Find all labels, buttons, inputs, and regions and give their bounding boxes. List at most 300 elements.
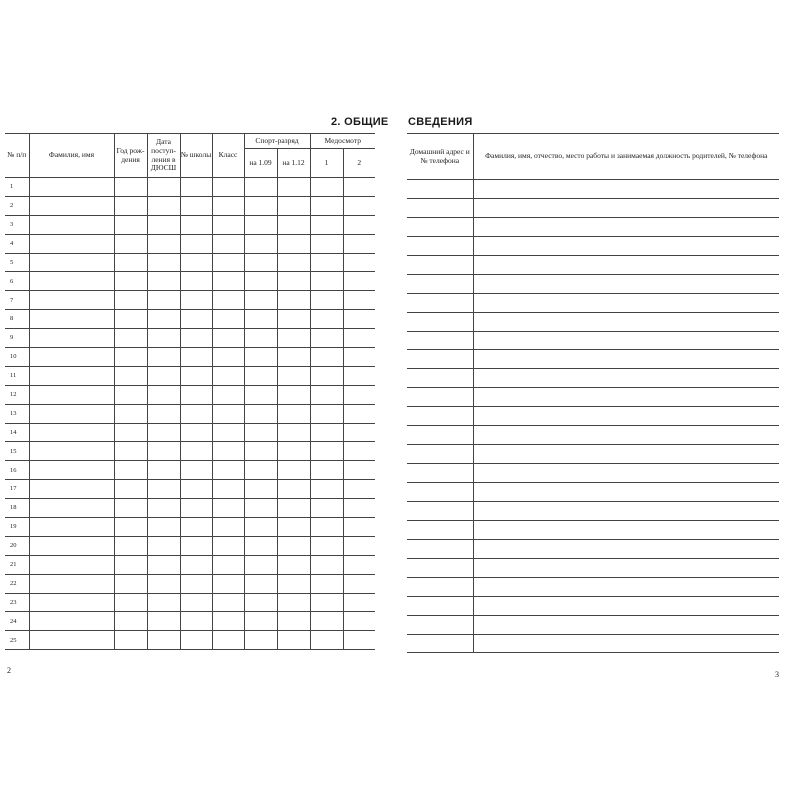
address-cell[interactable] xyxy=(407,426,473,445)
table-cell[interactable] xyxy=(343,593,375,612)
table-cell[interactable] xyxy=(244,404,277,423)
row-number: 3 xyxy=(5,215,29,234)
table-cell[interactable] xyxy=(147,310,180,329)
table-cell[interactable] xyxy=(277,612,310,631)
table-cell[interactable] xyxy=(147,178,180,197)
row-number: 25 xyxy=(5,631,29,650)
students-table xyxy=(5,133,375,650)
table-cell[interactable] xyxy=(277,348,310,367)
table-cell[interactable] xyxy=(343,442,375,461)
table-cell[interactable] xyxy=(277,329,310,348)
table-cell[interactable] xyxy=(180,178,212,197)
table-cell[interactable] xyxy=(114,348,147,367)
table-cell[interactable] xyxy=(310,404,343,423)
table-cell[interactable] xyxy=(29,385,114,404)
table-cell[interactable] xyxy=(277,385,310,404)
address-cell[interactable] xyxy=(407,236,473,255)
address-cell[interactable] xyxy=(407,558,473,577)
address-cell[interactable] xyxy=(407,198,473,217)
table-cell[interactable] xyxy=(343,329,375,348)
table-cell[interactable] xyxy=(29,348,114,367)
table-cell[interactable] xyxy=(212,310,244,329)
address-cell[interactable] xyxy=(407,445,473,464)
table-cell[interactable] xyxy=(310,272,343,291)
table-cell[interactable] xyxy=(277,442,310,461)
table-cell[interactable] xyxy=(147,366,180,385)
address-cell[interactable] xyxy=(407,180,473,199)
table-cell[interactable] xyxy=(212,593,244,612)
table-cell[interactable] xyxy=(310,253,343,272)
table-cell[interactable] xyxy=(180,612,212,631)
table-cell[interactable] xyxy=(343,536,375,555)
parents-cell[interactable] xyxy=(473,369,779,388)
table-cell[interactable] xyxy=(180,366,212,385)
table-cell[interactable] xyxy=(147,442,180,461)
table-cell[interactable] xyxy=(114,272,147,291)
parents-cell[interactable] xyxy=(473,520,779,539)
table-cell[interactable] xyxy=(212,196,244,215)
table-cell[interactable] xyxy=(180,385,212,404)
table-cell[interactable] xyxy=(147,593,180,612)
table-cell[interactable] xyxy=(310,480,343,499)
table-cell[interactable] xyxy=(277,272,310,291)
table-cell[interactable] xyxy=(343,234,375,253)
table-cell[interactable] xyxy=(277,196,310,215)
table-cell[interactable] xyxy=(212,555,244,574)
table-cell[interactable] xyxy=(277,593,310,612)
table-cell[interactable] xyxy=(277,536,310,555)
table-cell[interactable] xyxy=(212,272,244,291)
table-cell[interactable] xyxy=(147,536,180,555)
table-cell[interactable] xyxy=(147,518,180,537)
table-cell[interactable] xyxy=(277,461,310,480)
table-cell[interactable] xyxy=(244,178,277,197)
address-cell[interactable] xyxy=(407,596,473,615)
table-cell[interactable] xyxy=(114,574,147,593)
table-cell[interactable] xyxy=(244,253,277,272)
table-cell[interactable] xyxy=(310,234,343,253)
table-row xyxy=(407,539,779,558)
table-cell[interactable] xyxy=(277,555,310,574)
table-cell[interactable] xyxy=(244,366,277,385)
table-cell[interactable] xyxy=(277,518,310,537)
table-cell[interactable] xyxy=(310,329,343,348)
table-cell[interactable] xyxy=(147,385,180,404)
address-cell[interactable] xyxy=(407,539,473,558)
table-cell[interactable] xyxy=(277,499,310,518)
table-cell[interactable] xyxy=(114,593,147,612)
table-cell[interactable] xyxy=(277,366,310,385)
table-cell[interactable] xyxy=(310,612,343,631)
address-cell[interactable] xyxy=(407,501,473,520)
table-row xyxy=(407,312,779,331)
table-cell[interactable] xyxy=(180,631,212,650)
table-cell[interactable] xyxy=(147,272,180,291)
table-cell[interactable] xyxy=(114,215,147,234)
table-row xyxy=(407,634,779,653)
row-number: 9 xyxy=(5,329,29,348)
table-cell[interactable] xyxy=(180,518,212,537)
parents-cell[interactable] xyxy=(473,539,779,558)
table-cell[interactable] xyxy=(180,196,212,215)
parents-cell[interactable] xyxy=(473,388,779,407)
table-cell[interactable] xyxy=(244,348,277,367)
table-cell[interactable] xyxy=(212,253,244,272)
table-cell[interactable] xyxy=(29,253,114,272)
table-cell[interactable] xyxy=(277,178,310,197)
parents-cell[interactable] xyxy=(473,236,779,255)
table-cell[interactable] xyxy=(29,272,114,291)
table-cell[interactable] xyxy=(114,291,147,310)
table-cell[interactable] xyxy=(212,574,244,593)
table-cell[interactable] xyxy=(343,291,375,310)
header-num: № п/п xyxy=(5,134,29,178)
table-cell[interactable] xyxy=(244,310,277,329)
parents-cell[interactable] xyxy=(473,312,779,331)
parents-cell[interactable] xyxy=(473,331,779,350)
address-cell[interactable] xyxy=(407,388,473,407)
table-cell[interactable] xyxy=(147,253,180,272)
table-cell[interactable] xyxy=(343,480,375,499)
table-cell[interactable] xyxy=(310,574,343,593)
table-cell[interactable] xyxy=(180,215,212,234)
table-cell[interactable] xyxy=(343,518,375,537)
table-cell[interactable] xyxy=(343,253,375,272)
table-cell[interactable] xyxy=(180,253,212,272)
table-cell[interactable] xyxy=(343,555,375,574)
table-cell[interactable] xyxy=(244,631,277,650)
table-cell[interactable] xyxy=(277,631,310,650)
parents-cell[interactable] xyxy=(473,577,779,596)
table-cell[interactable] xyxy=(180,574,212,593)
table-cell[interactable] xyxy=(212,215,244,234)
table-cell[interactable] xyxy=(244,329,277,348)
table-cell[interactable] xyxy=(244,385,277,404)
table-cell[interactable] xyxy=(29,215,114,234)
table-row xyxy=(5,310,375,329)
parents-cell[interactable] xyxy=(473,483,779,502)
table-cell[interactable] xyxy=(180,442,212,461)
table-cell[interactable] xyxy=(114,178,147,197)
address-cell[interactable] xyxy=(407,577,473,596)
table-cell[interactable] xyxy=(244,480,277,499)
table-row xyxy=(407,331,779,350)
table-cell[interactable] xyxy=(310,215,343,234)
table-cell[interactable] xyxy=(180,423,212,442)
table-cell[interactable] xyxy=(114,385,147,404)
table-cell[interactable] xyxy=(212,423,244,442)
row-number: 5 xyxy=(5,253,29,272)
table-cell[interactable] xyxy=(180,348,212,367)
table-cell[interactable] xyxy=(180,461,212,480)
table-cell[interactable] xyxy=(29,329,114,348)
table-cell[interactable] xyxy=(212,480,244,499)
table-cell[interactable] xyxy=(310,461,343,480)
table-cell[interactable] xyxy=(212,329,244,348)
row-number: 1 xyxy=(5,178,29,197)
parents-cell[interactable] xyxy=(473,407,779,426)
table-cell[interactable] xyxy=(29,593,114,612)
table-cell[interactable] xyxy=(212,499,244,518)
table-cell[interactable] xyxy=(343,196,375,215)
table-cell[interactable] xyxy=(277,574,310,593)
table-row xyxy=(5,404,375,423)
table-cell[interactable] xyxy=(212,404,244,423)
parents-cell[interactable] xyxy=(473,558,779,577)
table-cell[interactable] xyxy=(343,574,375,593)
table-cell[interactable] xyxy=(180,272,212,291)
table-cell[interactable] xyxy=(114,480,147,499)
table-cell[interactable] xyxy=(212,442,244,461)
table-cell[interactable] xyxy=(310,442,343,461)
address-cell[interactable] xyxy=(407,274,473,293)
table-cell[interactable] xyxy=(147,612,180,631)
parents-cell[interactable] xyxy=(473,255,779,274)
table-cell[interactable] xyxy=(277,310,310,329)
address-cell[interactable] xyxy=(407,464,473,483)
table-cell[interactable] xyxy=(244,272,277,291)
table-cell[interactable] xyxy=(29,234,114,253)
table-cell[interactable] xyxy=(29,291,114,310)
header-sport-rank-dec: на 1.12 xyxy=(277,149,310,178)
table-cell[interactable] xyxy=(147,404,180,423)
parents-cell[interactable] xyxy=(473,180,779,199)
table-cell[interactable] xyxy=(343,215,375,234)
table-cell[interactable] xyxy=(114,536,147,555)
address-cell[interactable] xyxy=(407,369,473,388)
table-cell[interactable] xyxy=(310,385,343,404)
row-number: 11 xyxy=(5,366,29,385)
address-cell[interactable] xyxy=(407,293,473,312)
table-cell[interactable] xyxy=(180,555,212,574)
address-cell[interactable] xyxy=(407,255,473,274)
table-cell[interactable] xyxy=(244,442,277,461)
table-cell[interactable] xyxy=(310,310,343,329)
table-cell[interactable] xyxy=(114,631,147,650)
table-cell[interactable] xyxy=(212,366,244,385)
table-cell[interactable] xyxy=(343,366,375,385)
table-cell[interactable] xyxy=(212,291,244,310)
table-cell[interactable] xyxy=(310,178,343,197)
table-cell[interactable] xyxy=(147,215,180,234)
table-cell[interactable] xyxy=(180,234,212,253)
parents-cell[interactable] xyxy=(473,501,779,520)
table-cell[interactable] xyxy=(277,291,310,310)
parents-cell[interactable] xyxy=(473,274,779,293)
table-cell[interactable] xyxy=(29,631,114,650)
table-cell[interactable] xyxy=(310,518,343,537)
table-cell[interactable] xyxy=(244,536,277,555)
table-cell[interactable] xyxy=(147,348,180,367)
table-cell[interactable] xyxy=(212,536,244,555)
table-cell[interactable] xyxy=(310,631,343,650)
table-cell[interactable] xyxy=(147,291,180,310)
table-cell[interactable] xyxy=(147,423,180,442)
table-cell[interactable] xyxy=(343,404,375,423)
address-cell[interactable] xyxy=(407,312,473,331)
parents-cell[interactable] xyxy=(473,445,779,464)
row-number: 12 xyxy=(5,385,29,404)
table-cell[interactable] xyxy=(244,196,277,215)
table-cell[interactable] xyxy=(29,442,114,461)
table-cell[interactable] xyxy=(244,215,277,234)
table-cell[interactable] xyxy=(29,178,114,197)
table-cell[interactable] xyxy=(180,291,212,310)
table-cell[interactable] xyxy=(343,178,375,197)
table-cell[interactable] xyxy=(29,612,114,631)
table-cell[interactable] xyxy=(244,499,277,518)
table-cell[interactable] xyxy=(29,518,114,537)
table-cell[interactable] xyxy=(343,310,375,329)
parents-cell[interactable] xyxy=(473,464,779,483)
table-cell[interactable] xyxy=(114,404,147,423)
table-cell[interactable] xyxy=(277,215,310,234)
table-cell[interactable] xyxy=(180,480,212,499)
table-cell[interactable] xyxy=(147,461,180,480)
table-cell[interactable] xyxy=(212,385,244,404)
table-cell[interactable] xyxy=(114,234,147,253)
table-cell[interactable] xyxy=(180,329,212,348)
table-cell[interactable] xyxy=(343,612,375,631)
table-cell[interactable] xyxy=(29,423,114,442)
row-number: 16 xyxy=(5,461,29,480)
table-cell[interactable] xyxy=(212,518,244,537)
table-cell[interactable] xyxy=(244,518,277,537)
row-number: 13 xyxy=(5,404,29,423)
table-cell[interactable] xyxy=(244,555,277,574)
table-cell[interactable] xyxy=(212,461,244,480)
table-cell[interactable] xyxy=(343,499,375,518)
table-cell[interactable] xyxy=(147,499,180,518)
table-cell[interactable] xyxy=(147,574,180,593)
table-cell[interactable] xyxy=(343,631,375,650)
table-cell[interactable] xyxy=(114,310,147,329)
table-cell[interactable] xyxy=(29,555,114,574)
table-cell[interactable] xyxy=(212,631,244,650)
table-cell[interactable] xyxy=(114,366,147,385)
table-cell[interactable] xyxy=(147,234,180,253)
table-cell[interactable] xyxy=(180,593,212,612)
table-cell[interactable] xyxy=(114,518,147,537)
parents-cell[interactable] xyxy=(473,615,779,634)
table-cell[interactable] xyxy=(244,612,277,631)
table-cell[interactable] xyxy=(29,480,114,499)
table-row xyxy=(407,483,779,502)
table-cell[interactable] xyxy=(343,461,375,480)
table-cell[interactable] xyxy=(29,310,114,329)
table-cell[interactable] xyxy=(114,442,147,461)
table-cell[interactable] xyxy=(114,329,147,348)
table-cell[interactable] xyxy=(310,423,343,442)
table-cell[interactable] xyxy=(343,348,375,367)
table-cell[interactable] xyxy=(343,423,375,442)
table-cell[interactable] xyxy=(180,499,212,518)
table-cell[interactable] xyxy=(114,612,147,631)
address-cell[interactable] xyxy=(407,615,473,634)
table-row xyxy=(5,480,375,499)
table-cell[interactable] xyxy=(212,234,244,253)
table-cell[interactable] xyxy=(114,461,147,480)
table-cell[interactable] xyxy=(310,536,343,555)
table-cell[interactable] xyxy=(29,499,114,518)
table-cell[interactable] xyxy=(310,348,343,367)
table-cell[interactable] xyxy=(310,555,343,574)
address-cell[interactable] xyxy=(407,350,473,369)
table-cell[interactable] xyxy=(180,536,212,555)
address-cell[interactable] xyxy=(407,407,473,426)
table-cell[interactable] xyxy=(244,574,277,593)
table-row xyxy=(407,369,779,388)
address-cell[interactable] xyxy=(407,520,473,539)
table-cell[interactable] xyxy=(147,631,180,650)
table-row xyxy=(407,255,779,274)
table-cell[interactable] xyxy=(114,499,147,518)
table-cell[interactable] xyxy=(343,385,375,404)
table-cell[interactable] xyxy=(147,196,180,215)
parents-cell[interactable] xyxy=(473,596,779,615)
table-cell[interactable] xyxy=(244,593,277,612)
table-cell[interactable] xyxy=(29,536,114,555)
table-cell[interactable] xyxy=(114,555,147,574)
table-cell[interactable] xyxy=(212,612,244,631)
table-cell[interactable] xyxy=(147,480,180,499)
table-cell[interactable] xyxy=(244,291,277,310)
table-cell[interactable] xyxy=(244,423,277,442)
table-cell[interactable] xyxy=(244,461,277,480)
address-cell[interactable] xyxy=(407,217,473,236)
parents-cell[interactable] xyxy=(473,426,779,445)
table-cell[interactable] xyxy=(114,253,147,272)
header-name: Фамилия, имя xyxy=(29,134,114,178)
table-cell[interactable] xyxy=(29,196,114,215)
table-cell[interactable] xyxy=(310,499,343,518)
table-cell[interactable] xyxy=(277,253,310,272)
parents-cell[interactable] xyxy=(473,634,779,653)
table-cell[interactable] xyxy=(244,234,277,253)
table-cell[interactable] xyxy=(310,291,343,310)
table-cell[interactable] xyxy=(277,234,310,253)
table-cell[interactable] xyxy=(310,366,343,385)
table-cell[interactable] xyxy=(180,404,212,423)
table-cell[interactable] xyxy=(29,404,114,423)
parents-cell[interactable] xyxy=(473,217,779,236)
table-cell[interactable] xyxy=(114,196,147,215)
table-cell[interactable] xyxy=(310,593,343,612)
table-cell[interactable] xyxy=(180,310,212,329)
parents-cell[interactable] xyxy=(473,350,779,369)
table-cell[interactable] xyxy=(114,423,147,442)
table-cell[interactable] xyxy=(343,272,375,291)
table-cell[interactable] xyxy=(277,480,310,499)
table-cell[interactable] xyxy=(277,404,310,423)
address-cell[interactable] xyxy=(407,331,473,350)
table-cell[interactable] xyxy=(29,574,114,593)
address-cell[interactable] xyxy=(407,634,473,653)
table-cell[interactable] xyxy=(29,366,114,385)
table-cell[interactable] xyxy=(212,178,244,197)
parents-cell[interactable] xyxy=(473,198,779,217)
table-cell[interactable] xyxy=(29,461,114,480)
table-cell[interactable] xyxy=(310,196,343,215)
table-cell[interactable] xyxy=(277,423,310,442)
table-cell[interactable] xyxy=(212,348,244,367)
parents-cell[interactable] xyxy=(473,293,779,312)
section-title-right: СВЕДЕНИЯ xyxy=(408,116,473,128)
table-cell[interactable] xyxy=(147,555,180,574)
address-cell[interactable] xyxy=(407,483,473,502)
table-row xyxy=(5,518,375,537)
table-cell[interactable] xyxy=(147,329,180,348)
